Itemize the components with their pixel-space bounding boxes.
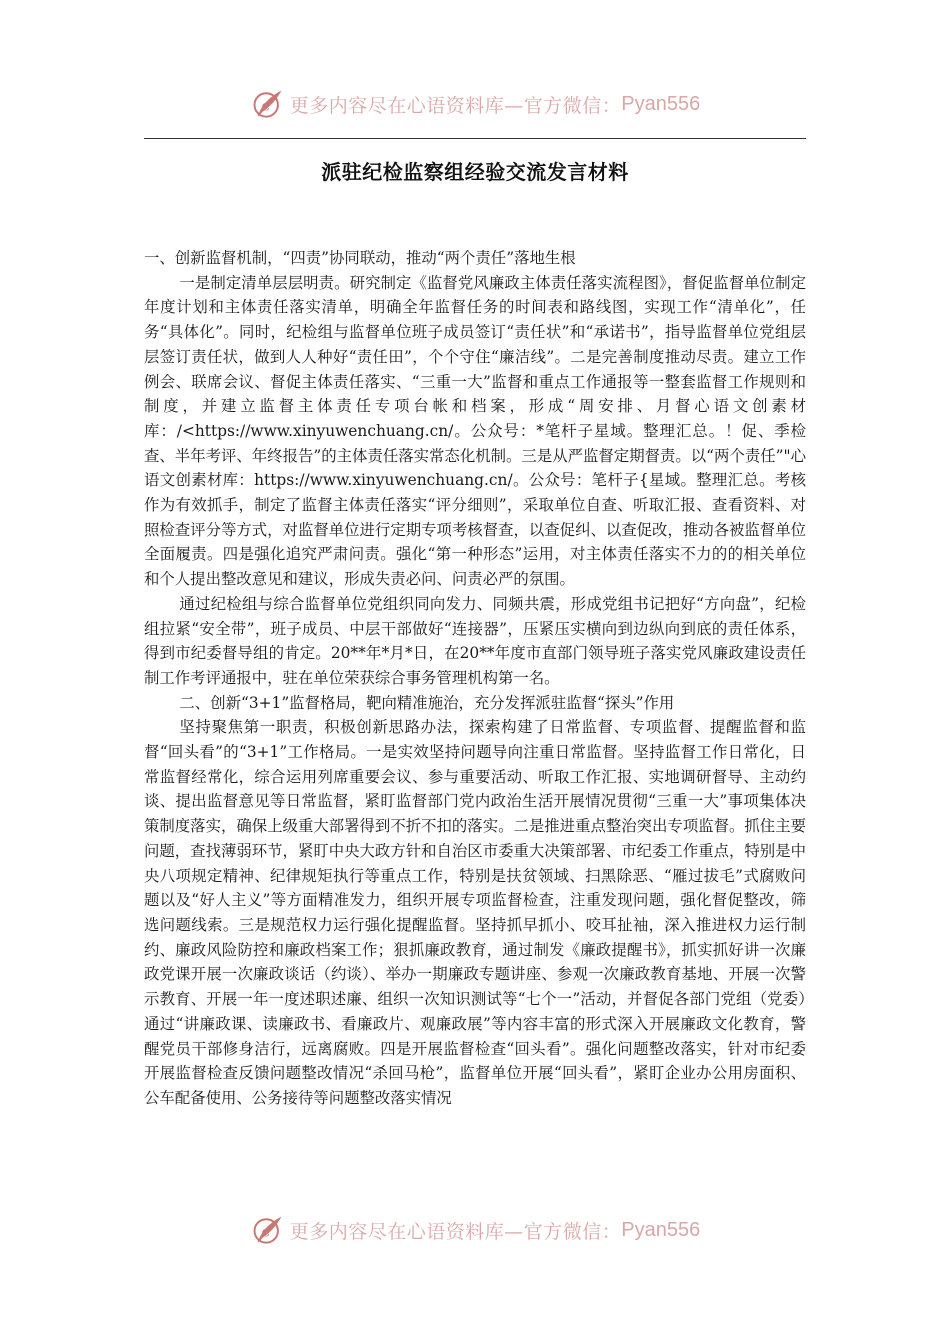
watermark-text: 更多内容尽在心语资料库—官方微信： <box>289 1220 622 1243</box>
body-paragraph: 通过纪检组与综合监督单位党组织同向发力、同频共震，形成党组书记把好“方向盘”，纪检组拉紧“安全带”，班子成员、中层干部做好“连接器”，压紧压实横向到边纵向到底的责任体系，得到市纪委督导组的肯定。20**年*月*日，在20**年度市直部门领导班子落实党风廉政建设责任制工作考评通报中，驻在单位荣获综合事务管理机构第一名。 <box>144 594 806 687</box>
watermark-wechat-id: Pyan556 <box>621 1218 701 1241</box>
section-heading-1: 一、创新监督机制，“四责”协同联动，推动“两个责任”落地生根 <box>144 249 576 267</box>
section-heading-2: 二、创新“3+1”监督格局，靶向精准施治，充分发挥派驻监督“探头”作用 <box>179 693 675 712</box>
quill-logo-icon <box>250 86 286 122</box>
svg-text:C: C <box>261 102 270 114</box>
document-body <box>144 246 806 1111</box>
watermark-wechat-id: Pyan556 <box>621 92 701 115</box>
header-divider <box>144 138 806 139</box>
body-paragraph: 坚持聚焦第一职责，积极创新思路办法，探索构建了日常监督、专项监督、提醒监督和监督“回头看”的“3+1”工作格局。一是实效坚持问题导向注重日常监督。坚持监督工作日常化，日常监督经常化，综合运用列席重要会议、参与重要活动、听取工作汇报、实地调研督导、主动约谈、提出监督意见等日常监督，紧盯监督部门党内政治生活开展情况贯彻“三重一大”事项集体决策制度落实，确保上级重大部署得到不折不扣的落实。二是推进重点整治突出专项监督。抓住主要问题，查找薄弱环节，紧盯中央大政方针和自治区市委重大决策部署、市纪委工作重点，特别是中央八项规定精神、纪律规矩执行等重点工作，特别是扶贫领域、扫黑除恶、“雁过拔毛”式腐败问题以及“好人主义”等方面精准发力，组织开展专项监督检查，注重发现问题，强化督促整改，筛选问题线索。三是规范权力运行强化提醒监督。坚持抓早抓小、咬耳扯袖，深入推进权力运行制约、廉政风险防控和廉政档案工作；狠抓廉政教育，通过制发《廉政提醒书》，抓实抓好讲一次廉政党课开展一次廉政谈话（约谈）、举办一期廉政专题讲座、参观一次廉政教育基地、开展一次警示教育、开展一年一度述职述廉、组织一次知识测试等“七个一”活动，并督促各部门党组（党委）通过“讲廉政课、读廉政书、看廉政片、观廉政展”等内容丰富的形式深入开展廉政文化教育，警醒党员干部修身洁行，远离腐败。四是开展监督检查“回头看”。强化问题整改落实，针对市纪委开展监督检查反馈问题整改情况“杀回马枪”，监督单位开展“回头看”，紧盯企业办公用房面积、公车配备使用、公务接待等问题整改落实情况 <box>144 718 806 1107</box>
svg-text:C: C <box>261 1228 270 1240</box>
document-title: 派驻纪检监察组经验交流发言材料 <box>321 160 629 184</box>
quill-logo-icon <box>250 1212 286 1248</box>
watermark-header <box>0 84 950 124</box>
watermark-footer <box>0 1210 950 1250</box>
body-paragraph: 一是制定清单层层明责。研究制定《监督党风廉政主体责任落实流程图》，督促监督单位制定年度计划和主体责任落实清单，明确全年监督任务的时间表和路线图，实现工作“清单化”，任务“具体化”。同时，纪检组与监督单位班子成员签订“责任状”和“承诺书”，指导监督单位党组层层签订责任状，做到人人种好“责任田”，个个守住“廉洁线”。二是完善制度推动尽责。建立工作例会、联席会议、督促主体责任落实、“三重一大”监督和重点工作通报等一整套监督工作规则和制度，并建立监督主体责任专项台帐和档案，形成“周安排、月督心语文创素材库：/<https://www.xinyuwenchuang.cn/。公众号：*笔杆子星域。整理汇总。！促、季检查、半年考评、年终报告”的主体责任落实常态化机制。三是从严监督定期督责。以“两个责任”"心语文创素材库：https://www.xinyuwenchuang.cn/。公众号：笔杆子{星域。整理汇总。考核作为有效抓手，制定了监督主体责任落实“评分细则”，采取单位自查、听取汇报、查看资料、对照检查评分等方式，对监督单位进行定期专项考核督查，以查促纠、以查促改，推动各被监督单位全面履责。四是强化追究严肃问责。强化“第一种形态”运用，对主体责任落实不力的的相关单位和个人提出整改意见和建议，形成失责必问、问责必严的氛围。 <box>144 273 806 589</box>
watermark-text: 更多内容尽在心语资料库—官方微信： <box>289 94 622 117</box>
